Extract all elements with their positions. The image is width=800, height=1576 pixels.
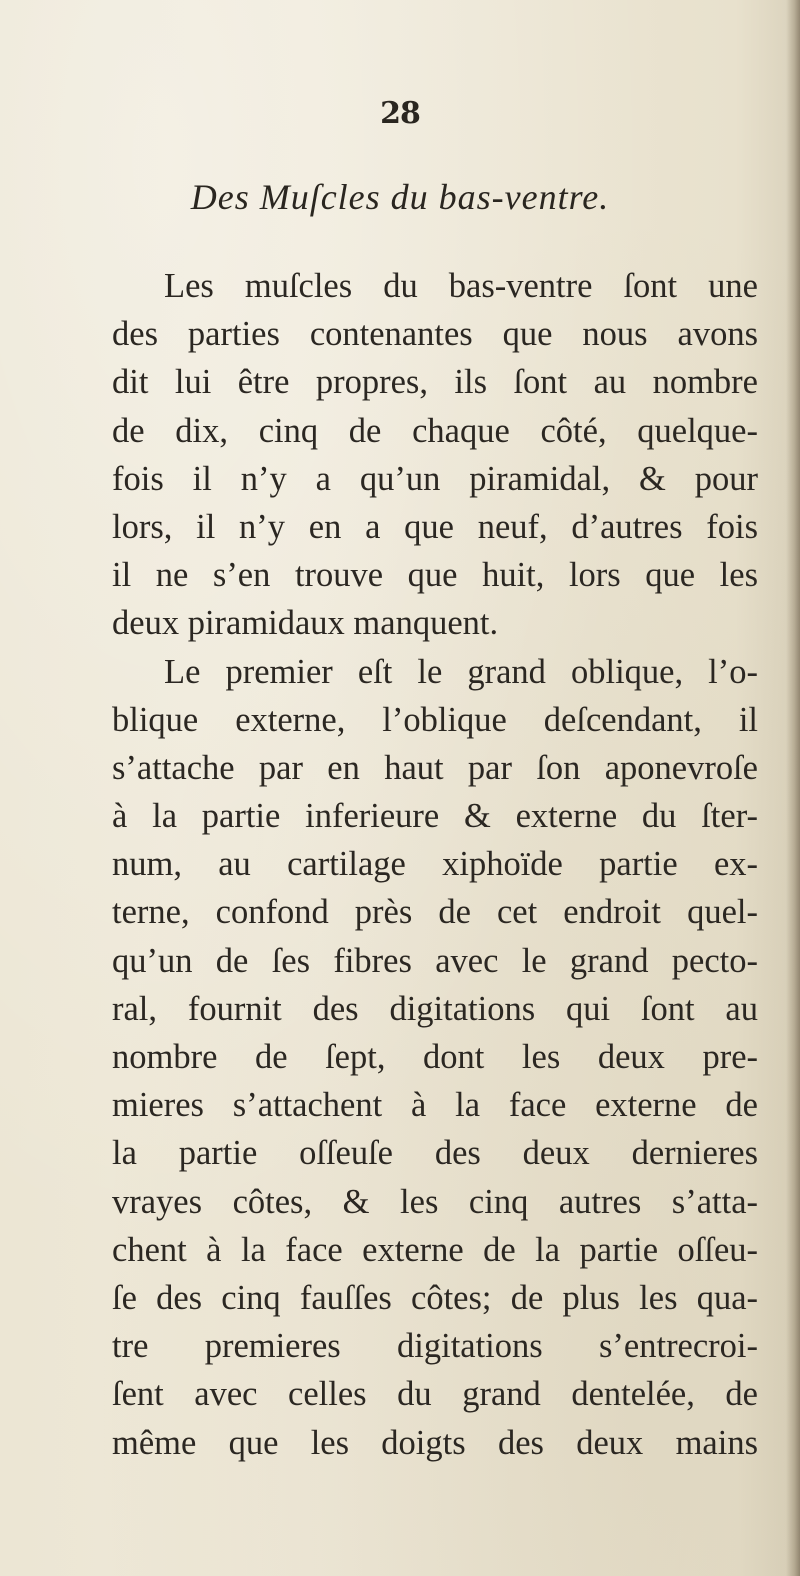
page-edge-shadow [786, 0, 800, 1576]
text-line: fois il n’y a qu’un piramidal, & pour [112, 459, 758, 498]
text-line: chent à la face externe de la partie oſſeu- [112, 1230, 758, 1269]
text-line: vrayes côtes, & les cinq autres s’atta- [112, 1182, 758, 1221]
text-line: Le premier eſt le grand oblique, l’o- [164, 652, 758, 691]
text-line: des parties contenantes que nous avons [112, 315, 758, 354]
text-line: Les muſcles du bas-ventre ſont une [164, 267, 758, 305]
text-line: tre premieres digitations s’entrecroi- [112, 1327, 758, 1366]
text-line: ſe des cinq fauſſes côtes; de plus les qua- [112, 1278, 758, 1317]
text-line: qu’un de ſes fibres avec le grand pecto- [112, 941, 758, 980]
text-line: s’attache par en haut par ſon aponevroſe [112, 748, 758, 787]
text-line: num, au cartilage xiphoïde partie ex- [112, 845, 758, 884]
text-line: ſent avec celles du grand dentelée, de [112, 1375, 758, 1414]
text-line: mieres s’attachent à la face externe de [112, 1086, 758, 1125]
text-line: ral, fournit des digitations qui ſont au [112, 989, 758, 1028]
text-line: lors, il n’y en a que neuf, d’autres fois [112, 507, 758, 546]
page-number: 28 [380, 96, 420, 131]
text-line: de dix, cinq de chaque côté, quelque- [112, 411, 758, 450]
body-text [112, 262, 758, 1467]
text-line: la partie oſſeuſe des deux dernieres [112, 1134, 758, 1173]
text-line: nombre de ſept, dont les deux pre- [112, 1038, 758, 1076]
text-line: à la partie inferieure & externe du ſter- [112, 797, 758, 836]
text-line: même que les doigts des deux mains [112, 1423, 758, 1462]
section-heading: Des Muſcles du bas-ventre. [190, 177, 610, 217]
text-line: terne, confond près de cet endroit quel- [112, 893, 758, 932]
text-line: deux piramidaux manquent. [112, 604, 499, 643]
text-line: blique externe, l’oblique deſcendant, il [112, 700, 758, 739]
text-line: il ne s’en trouve que huit, lors que les [112, 556, 758, 595]
text-line: dit lui être propres, ils ſont au nombre [112, 363, 758, 402]
